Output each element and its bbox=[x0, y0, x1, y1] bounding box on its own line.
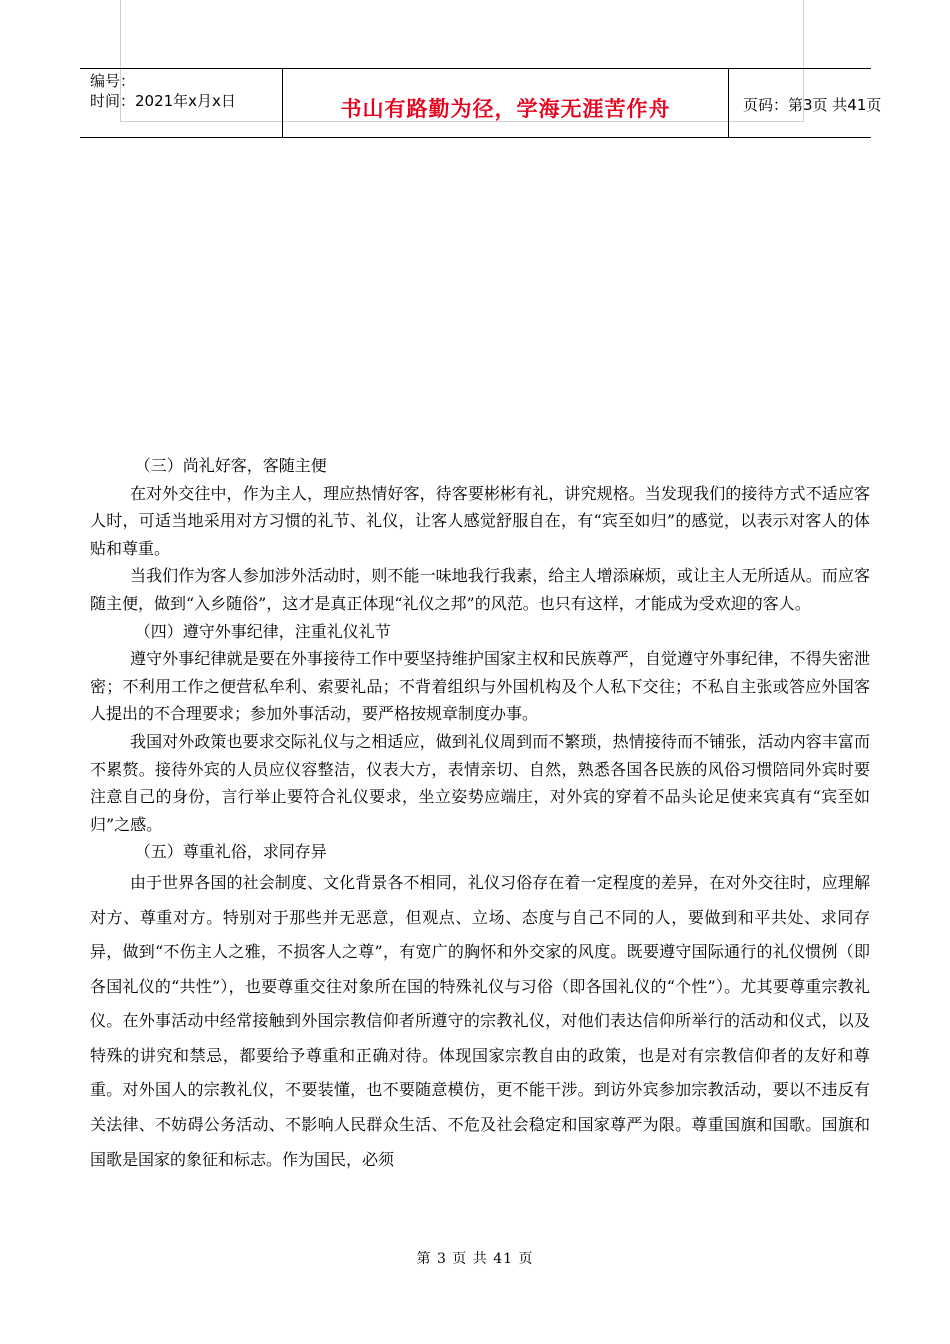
header-info-cell bbox=[80, 69, 283, 137]
paragraph: 遵守外事纪律就是要在外事接待工作中要坚持维护国家主权和民族尊严，自觉遵守外事纪律，不得失密泄密；不利用工作之便营私牟利、索要礼品；不背着组织与外国机构及个人私下交往；不私自主张或答应外国客人提出的不合理要求；参加外事活动，要严格按规章制度办事。 bbox=[90, 649, 870, 724]
paragraph: 我国对外政策也要求交际礼仪与之相适应，做到礼仪周到而不繁琐，热情接待而不铺张，活动内容丰富而不累赘。接待外宾的人员应仪容整洁，仪表大方，表情亲切、自然，熟悉各国各民族的风俗习惯陪同外宾时要注意自己的身份，言行举止要符合礼仪要求，坐立姿势应端庄，对外宾的穿着不品头论足使来宾真有“宾至如归”之感。 bbox=[90, 731, 870, 834]
page-code: 页码：第3页 共41页 bbox=[743, 96, 882, 114]
document-body bbox=[90, 452, 870, 1177]
section-title-5: （五）尊重礼俗，求同存异 bbox=[134, 842, 327, 862]
paragraph: 由于世界各国的社会制度、文化背景各不相同，礼仪习俗存在着一定程度的差异，在对外交往时，应理解对方、尊重对方。特别对于那些并无恶意，但观点、立场、态度与自己不同的人，要做到和平共处、求同存异，做到“不伤主人之雅，不损客人之尊”，有宽广的胸怀和外交家的风度。既要遵守国际通行的礼仪惯例（即各国礼仪的“共性”），也要尊重交往对象所在国的特殊礼仪与习俗（即各国礼仪的“个性”）。尤其要尊重宗教礼仪。在外事活动中经常接触到外国宗教信仰者所遵守的宗教礼仪，对他们表达信仰所举行的活动和仪式，以及特殊的讲究和禁忌，都要给予尊重和正确对待。体现国家宗教自由的政策，也是对有宗教信仰者的友好和尊重。对外国人的宗教礼仪，不要装懂，也不要随意模仿，更不能干涉。到访外宾参加宗教活动，要以不违反有关法律、不妨碍公务活动、不影响人民群众生活、不危及社会稳定和国家尊严为限。尊重国旗和国歌。国旗和国歌是国家的象征和标志。作为国民，必须 bbox=[90, 872, 870, 1169]
time-label: 时间：2021年x月x日 bbox=[90, 92, 236, 110]
section-5-body bbox=[90, 866, 870, 1177]
section-title-3: （三）尚礼好客，客随主便 bbox=[134, 456, 327, 475]
section-title-4: （四）遵守外事纪律，注重礼仪礼节 bbox=[134, 621, 391, 641]
header-motto-cell bbox=[283, 69, 729, 137]
number-label: 编号： bbox=[90, 72, 136, 90]
header-page-cell bbox=[729, 69, 882, 137]
paragraph: 当我们作为客人参加涉外活动时，则不能一味地我行我素，给主人增添麻烦，或让主人无所适从。而应客随主便，做到“入乡随俗”，这才是真正体现“礼仪之邦”的风范。也只有这样，才能成为受欢迎的客人。 bbox=[90, 566, 870, 613]
paragraph: 在对外交往中，作为主人，理应热情好客，待客要彬彬有礼，讲究规格。当发现我们的接待方式不适应客人时，可适当地采用对方习惯的礼节、礼仪，让客人感觉舒服自在，有“宾至如归”的感觉，以表示对客人的体贴和尊重。 bbox=[90, 483, 870, 558]
motto-text: 书山有路勤为径，学海无涯苦作舟 bbox=[340, 97, 671, 121]
page-header bbox=[80, 68, 882, 138]
page-footer: 第 3 页 共 41 页 bbox=[416, 1251, 534, 1267]
